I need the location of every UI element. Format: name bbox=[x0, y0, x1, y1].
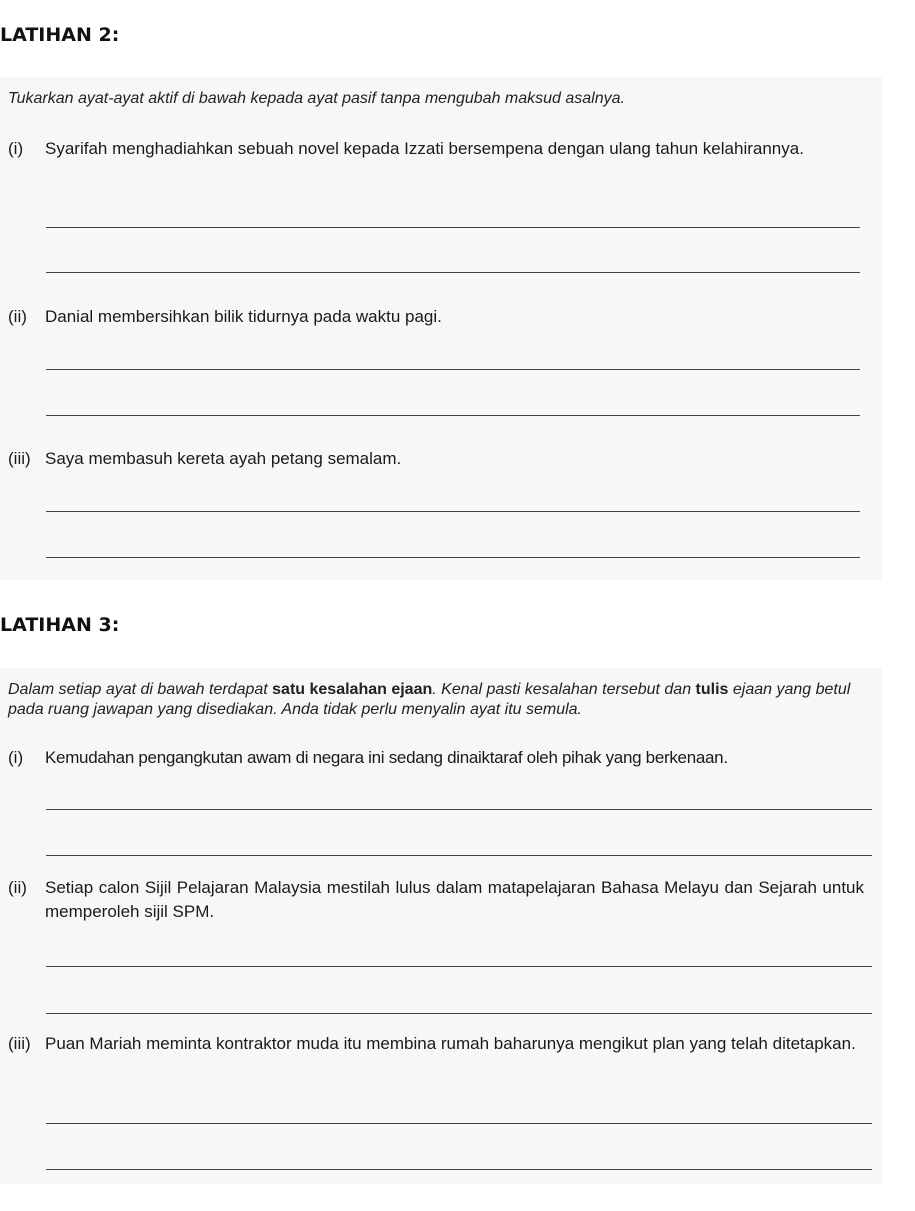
latihan-2-title: LATIHAN 2: bbox=[0, 24, 120, 46]
answer-line[interactable] bbox=[46, 369, 860, 370]
answer-line[interactable] bbox=[46, 966, 872, 967]
answer-line[interactable] bbox=[46, 272, 860, 273]
latihan-3-question-2 bbox=[8, 876, 864, 924]
latihan-2-panel bbox=[0, 77, 882, 580]
answer-line[interactable] bbox=[46, 855, 872, 856]
answer-line[interactable] bbox=[46, 511, 860, 512]
question-number: (i) bbox=[8, 139, 24, 158]
latihan-2-instruction: Tukarkan ayat-ayat aktif di bawah kepada ayat pasif tanpa mengubah maksud asalnya. bbox=[8, 90, 625, 107]
question-text: Puan Mariah meminta kontraktor muda itu membina rumah baharunya mengikut plan yang telah ditetapkan. bbox=[45, 1034, 856, 1053]
answer-line[interactable] bbox=[46, 1013, 872, 1014]
answer-line[interactable] bbox=[46, 1123, 872, 1124]
instruction-emphasis: tulis bbox=[695, 681, 729, 698]
answer-line[interactable] bbox=[46, 227, 860, 228]
instruction-text: ejaan yang betul pada ruang jawapan yang disediakan. Anda tidak perlu menyalin ayat itu semula. bbox=[8, 681, 851, 718]
question-number: (ii) bbox=[8, 878, 27, 897]
latihan-3-question-1 bbox=[8, 746, 864, 770]
instruction-text: . Kenal pasti kesalahan tersebut dan bbox=[432, 681, 696, 698]
question-number: (ii) bbox=[8, 307, 27, 326]
latihan-2-question-2 bbox=[8, 305, 864, 329]
answer-line[interactable] bbox=[46, 809, 872, 810]
question-text: Saya membasuh kereta ayah petang semalam. bbox=[45, 449, 402, 468]
answer-line[interactable] bbox=[46, 557, 860, 558]
instruction-emphasis: satu kesalahan ejaan bbox=[272, 681, 433, 698]
question-text: Syarifah menghadiahkan sebuah novel kepada Izzati bersempena dengan ulang tahun kelahirannya. bbox=[45, 139, 804, 158]
latihan-2-question-3 bbox=[8, 447, 864, 471]
question-text: Kemudahan pengangkutan awam di negara ini sedang dinaiktaraf oleh pihak yang berkenaan. bbox=[45, 748, 728, 767]
question-text: Danial membersihkan bilik tidurnya pada waktu pagi. bbox=[45, 307, 442, 326]
question-text: Setiap calon Sijil Pelajaran Malaysia mestilah lulus dalam matapelajaran Bahasa Melayu dan Sejarah untuk memperoleh sijil SPM. bbox=[45, 878, 864, 921]
question-number: (iii) bbox=[8, 1034, 31, 1053]
answer-line[interactable] bbox=[46, 1169, 872, 1170]
latihan-3-question-3 bbox=[8, 1032, 864, 1056]
question-number: (iii) bbox=[8, 449, 31, 468]
question-number: (i) bbox=[8, 748, 24, 767]
answer-line[interactable] bbox=[46, 415, 860, 416]
instruction-text: Dalam setiap ayat di bawah terdapat bbox=[8, 681, 273, 698]
latihan-3-title: LATIHAN 3: bbox=[0, 614, 120, 636]
latihan-2-question-1 bbox=[8, 137, 864, 161]
latihan-3-instruction bbox=[8, 680, 872, 720]
latihan-3-panel bbox=[0, 668, 882, 1184]
